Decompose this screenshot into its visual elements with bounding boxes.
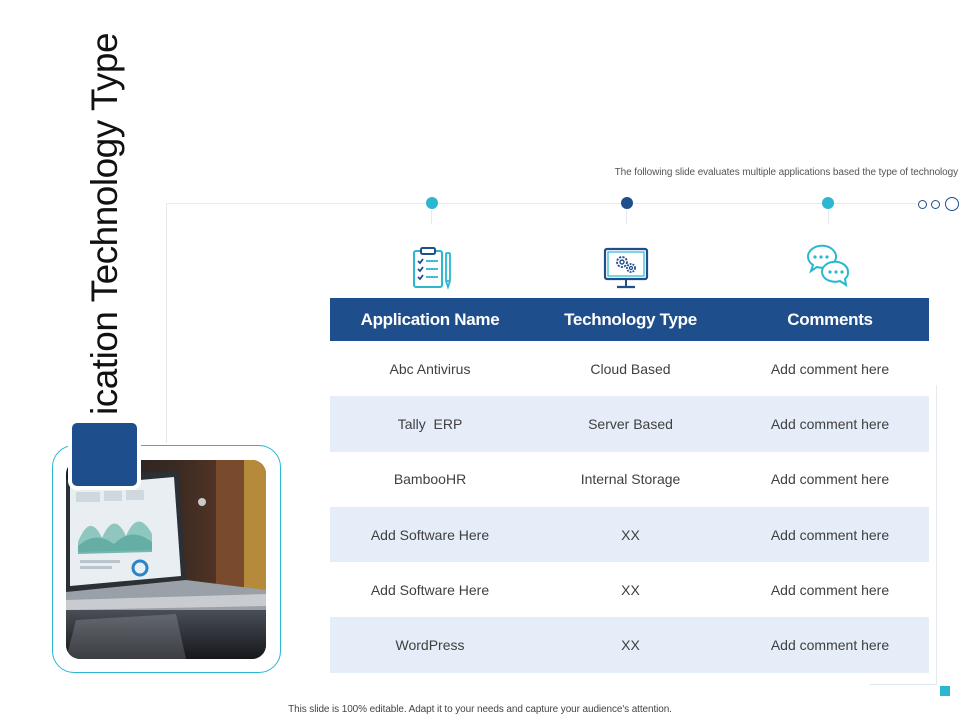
header-application-name: Application Name [360, 309, 500, 329]
table-row [330, 617, 929, 672]
outline-bottom-line [870, 684, 936, 685]
header-comments: Comments [787, 309, 873, 329]
cell-technology-type: Server Based [588, 415, 673, 432]
cell-comment: Add comment here [770, 581, 890, 598]
marker-tail-1 [431, 210, 432, 224]
marker-tail-2 [626, 210, 627, 224]
cell-application-name: WordPress [395, 637, 465, 654]
slide-subtitle: The following slide evaluates multiple applications based the type of technology [614, 167, 958, 178]
cell-technology-type: XX [621, 526, 640, 543]
ring-large [945, 197, 959, 211]
cell-technology-type: Internal Storage [580, 471, 681, 488]
ring-small-2 [931, 200, 940, 209]
ring-small-1 [918, 200, 927, 209]
cell-technology-type: XX [621, 581, 640, 598]
navy-accent-square [68, 419, 141, 490]
applications-table [330, 298, 929, 673]
marker-tail-3 [828, 210, 829, 224]
cell-comment: Add comment here [770, 471, 890, 488]
slide-title: ication Technology Type [84, 32, 125, 415]
outline-left-line [166, 203, 167, 443]
monitor-gears-icon [602, 245, 650, 293]
title-clip [0, 0, 140, 420]
cell-technology-type: Cloud Based [590, 360, 671, 377]
table-row [330, 396, 929, 451]
table-row [330, 562, 929, 617]
outline-right-line [936, 385, 937, 685]
cell-application-name: Add Software Here [370, 581, 490, 598]
footer-text: This slide is 100% editable. Adapt it to your needs and capture your audience's attention. [288, 704, 672, 715]
cell-application-name: Abc Antivirus [389, 360, 471, 377]
table-row [330, 507, 929, 562]
corner-accent-square [940, 686, 950, 696]
marker-dot-1 [426, 197, 438, 209]
outline-top-line [166, 203, 916, 204]
checklist-clipboard-icon [407, 245, 455, 293]
header-technology-type: Technology Type [564, 309, 697, 329]
cell-technology-type: XX [621, 637, 640, 654]
table-row [330, 341, 929, 396]
cell-application-name: Tally ERP [397, 415, 463, 432]
marker-dot-2 [621, 197, 633, 209]
marker-dot-3 [822, 197, 834, 209]
cell-comment: Add comment here [770, 415, 890, 432]
footer-note [0, 704, 960, 715]
table-header [330, 298, 929, 341]
cell-application-name: BambooHR [393, 471, 467, 488]
cell-application-name: Add Software Here [370, 526, 490, 543]
chat-bubbles-icon [804, 241, 852, 289]
cell-comment: Add comment here [770, 526, 890, 543]
cell-comment: Add comment here [770, 637, 890, 654]
table-row [330, 452, 929, 507]
cell-comment: Add comment here [770, 360, 890, 377]
